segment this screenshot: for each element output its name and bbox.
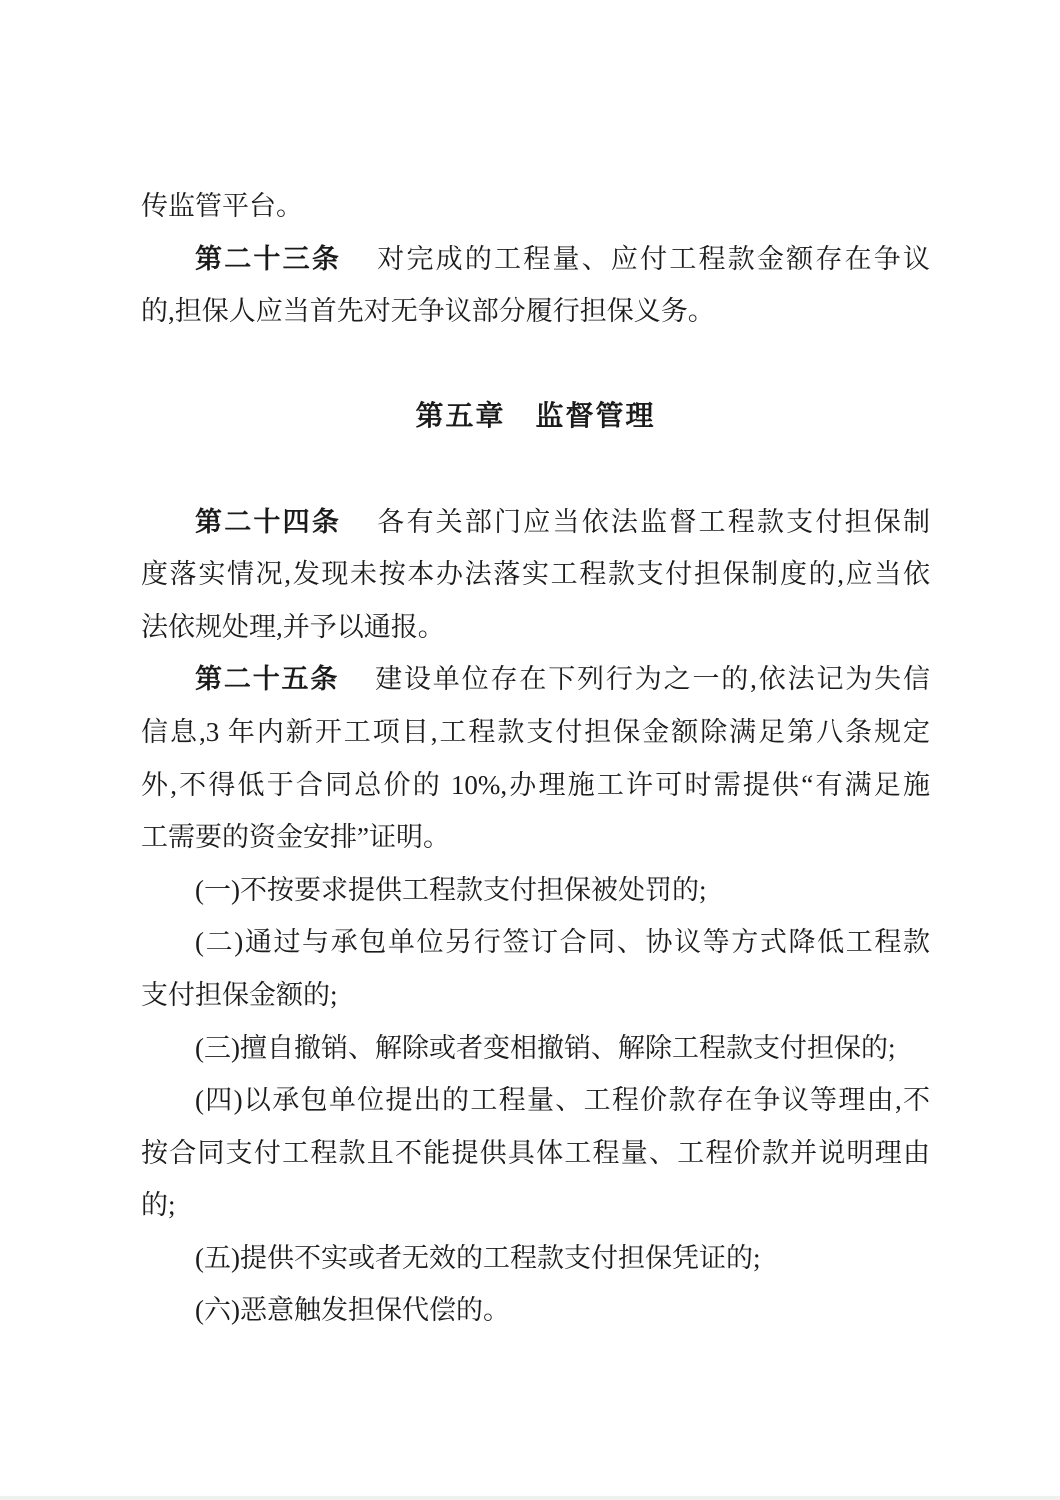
article-25-line-4: 工需要的资金安排”证明。 xyxy=(141,822,450,853)
article-24-line-1 xyxy=(141,496,930,549)
article-23-text-start: 对完成的工程量、应付工程款金额存在争议 xyxy=(375,243,931,274)
article-25-label: 第二十五条 xyxy=(195,664,340,695)
item-5-line-1: (五)提供不实或者无效的工程款支付担保凭证的; xyxy=(195,1242,761,1273)
item-4-line-3: 的; xyxy=(141,1190,176,1221)
blank-line xyxy=(141,443,930,496)
article-25-line-1 xyxy=(141,653,930,706)
article-23-label: 第二十三条 xyxy=(195,243,342,274)
article-24-label: 第二十四条 xyxy=(195,506,342,537)
continuation-paragraph-line: 传监管平台。 xyxy=(141,191,303,221)
item-4-line-1: (四)以承包单位提出的工程量、工程价款存在争议等理由,不 xyxy=(195,1085,930,1116)
article-23-line-1 xyxy=(141,233,930,286)
article-24-text-start: 各有关部门应当依法监督工程款支付担保制 xyxy=(375,506,931,537)
item-2-line-1: (二)通过与承包单位另行签订合同、协议等方式降低工程款 xyxy=(195,927,930,958)
item-2-line-2: 支付担保金额的; xyxy=(141,979,338,1010)
article-25-line-3: 外,不得低于合同总价的 10%,办理施工许可时需提供“有满足施 xyxy=(141,769,930,800)
page-bottom-edge xyxy=(0,1496,1060,1500)
item-3-line-1: (三)擅自撤销、解除或者变相撤销、解除工程款支付担保的; xyxy=(195,1032,896,1063)
item-6-line-1: (六)恶意触发担保代偿的。 xyxy=(195,1295,510,1326)
article-23-line-2: 的,担保人应当首先对无争议部分履行担保义务。 xyxy=(141,296,715,327)
article-25-line-2: 信息,3 年内新开工项目,工程款支付担保金额除满足第八条规定 xyxy=(141,716,930,747)
item-1-line-1: (一)不按要求提供工程款支付担保被处罚的; xyxy=(195,874,707,905)
page-content xyxy=(141,180,930,1337)
article-24-line-2: 度落实情况,发现未按本办法落实工程款支付担保制度的,应当依 xyxy=(141,559,930,590)
article-24-line-3: 法依规处理,并予以通报。 xyxy=(141,611,445,642)
item-4-line-2: 按合同支付工程款且不能提供具体工程量、工程价款并说明理由 xyxy=(141,1137,930,1168)
blank-line xyxy=(141,338,930,391)
article-25-text-start: 建设单位存在下列行为之一的,依法记为失信 xyxy=(373,664,930,695)
chapter-heading: 第五章 监督管理 xyxy=(415,400,656,432)
